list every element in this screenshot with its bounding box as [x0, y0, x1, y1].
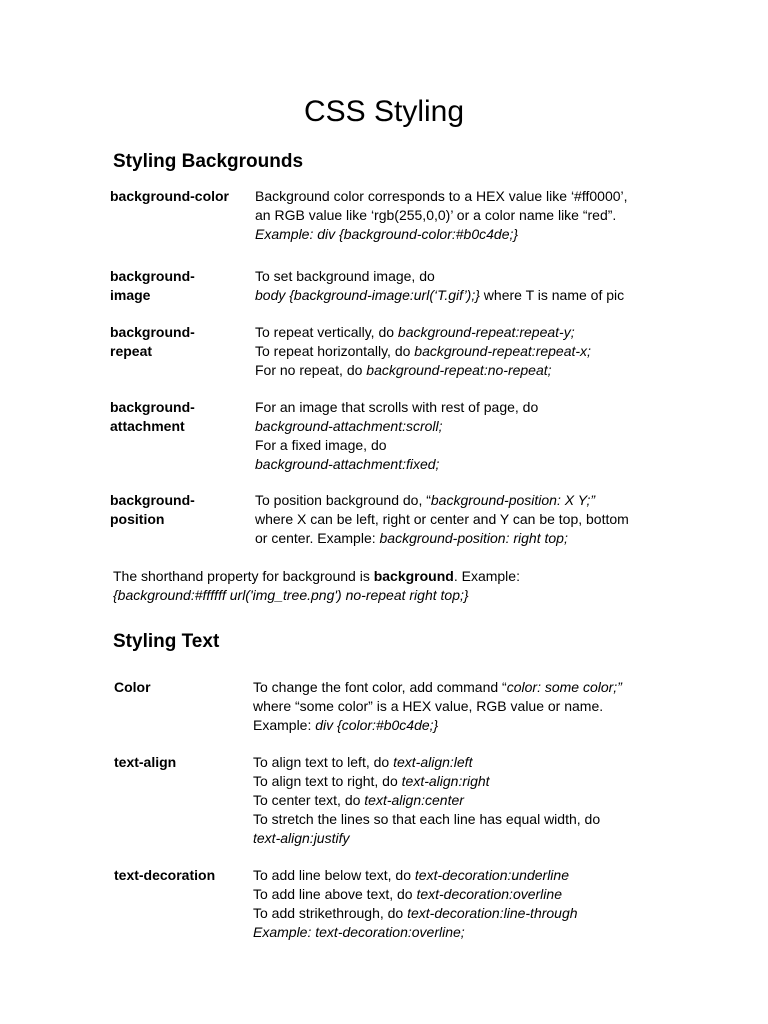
property-name	[114, 678, 254, 697]
property-name-part: Color	[114, 679, 151, 695]
property-description	[255, 267, 675, 305]
description-text: where T is name of pic	[479, 287, 625, 303]
description-text: To stretch the lines so that each line has equal width, do	[253, 811, 601, 827]
description-text: an RGB value like ‘rgb(255,0,0)’ or a color name like “red”.	[255, 207, 617, 223]
property-name-part: text-decoration	[114, 867, 216, 883]
description-line	[253, 772, 673, 791]
description-line	[255, 529, 675, 548]
page-title: CSS Styling	[303, 95, 465, 128]
description-text: To align text to right, do	[253, 773, 402, 789]
code-example-text: background-repeat:repeat-y;	[397, 324, 575, 340]
code-example-text: text-decoration:underline	[414, 867, 569, 883]
property-name-part: background-	[110, 268, 195, 284]
property-name-part: position	[110, 511, 165, 527]
property-name-part: background-	[110, 399, 195, 415]
description-text: Background color corresponds to a HEX value like ‘#ff0000’,	[255, 188, 628, 204]
section-heading-text: Styling Text	[113, 631, 220, 652]
description-text: The shorthand property for background is	[113, 568, 374, 584]
property-description	[255, 398, 675, 474]
description-line	[255, 510, 675, 529]
description-line	[255, 225, 675, 244]
description-line	[253, 866, 673, 885]
code-example-text: Example: div {background-color:#b0c4de;}	[255, 226, 519, 242]
code-example-text: background-position: X Y;”	[430, 492, 596, 508]
property-description	[255, 187, 675, 244]
description-text: To set background image, do	[255, 268, 435, 284]
description-text: For an image that scrolls with rest of page, do	[255, 399, 539, 415]
description-text: For a fixed image, do	[255, 437, 387, 453]
description-line	[113, 567, 673, 586]
description-line	[255, 455, 675, 474]
property-name-part: repeat	[110, 343, 153, 359]
property-name	[110, 398, 250, 436]
property-name-part: background-	[110, 492, 195, 508]
code-example-text: text-align:left	[393, 754, 473, 770]
description-line	[255, 361, 675, 380]
property-name-part: text-align	[114, 754, 177, 770]
description-text: To align text to left, do	[253, 754, 394, 770]
description-line	[255, 206, 675, 225]
description-text: To add strikethrough, do	[253, 905, 408, 921]
bold-keyword-text: background	[373, 568, 454, 584]
code-example-text: Example: text-decoration:overline;	[253, 924, 465, 940]
description-line	[255, 398, 675, 417]
property-description	[253, 866, 673, 942]
property-name-part: background-	[110, 324, 195, 340]
description-line	[255, 267, 675, 286]
code-example-text: text-align:center	[364, 792, 464, 808]
property-description	[253, 753, 673, 848]
description-line	[253, 753, 673, 772]
property-name	[110, 187, 250, 206]
shorthand-paragraph	[113, 567, 673, 605]
code-example-text: text-align:right	[401, 773, 490, 789]
description-text: where “some color” is a HEX value, RGB value or name.	[253, 698, 604, 714]
property-name-part: image	[110, 287, 151, 303]
code-example-text: background-position: right top;	[379, 530, 568, 546]
code-example-text: text-decoration:overline	[416, 886, 562, 902]
description-line	[255, 323, 675, 342]
description-line	[113, 586, 673, 605]
section-heading-backgrounds: Styling Backgrounds	[113, 151, 304, 172]
description-text: . Example:	[453, 568, 520, 584]
property-name-part: attachment	[110, 418, 185, 434]
description-line	[255, 417, 675, 436]
property-name	[114, 753, 254, 772]
description-line	[255, 286, 675, 305]
description-text: To repeat horizontally, do	[255, 343, 415, 359]
description-line	[253, 791, 673, 810]
description-line	[255, 436, 675, 455]
description-line	[253, 885, 673, 904]
description-text: To change the font color, add command “	[253, 679, 507, 695]
code-example-text: background-attachment:fixed;	[255, 456, 440, 472]
description-line	[253, 678, 673, 697]
description-line	[253, 716, 673, 735]
description-line	[253, 810, 673, 829]
property-description	[255, 323, 675, 380]
description-text: To center text, do	[253, 792, 365, 808]
code-example-text: color: some color;”	[506, 679, 622, 695]
property-description	[253, 678, 673, 735]
description-line	[255, 491, 675, 510]
code-example-text: text-align:justify	[253, 830, 350, 846]
property-name	[110, 323, 250, 361]
description-line	[255, 187, 675, 206]
property-name	[114, 866, 254, 885]
code-example-text: background-repeat:repeat-x;	[414, 343, 591, 359]
property-description	[255, 491, 675, 548]
code-example-text: body {background-image:url(‘T.gif’);}	[255, 287, 480, 303]
code-example-text: {background:#ffffff url('img_tree.png') no-repeat right top;}	[113, 587, 469, 603]
code-example-text: background-repeat:no-repeat;	[366, 362, 552, 378]
description-line	[255, 342, 675, 361]
code-example-text: div {color:#b0c4de;}	[315, 717, 439, 733]
description-line	[253, 904, 673, 923]
description-line	[253, 697, 673, 716]
property-name	[110, 491, 250, 529]
property-name-part: background-color	[110, 188, 230, 204]
description-text: To add line above text, do	[253, 886, 417, 902]
description-text: To repeat vertically, do	[255, 324, 398, 340]
code-example-text: background-attachment:scroll;	[255, 418, 443, 434]
code-example-text: text-decoration:line-through	[407, 905, 578, 921]
description-text: or center. Example:	[255, 530, 380, 546]
description-text: To position background do, “	[255, 492, 431, 508]
description-line	[253, 829, 673, 848]
description-text: Example:	[253, 717, 316, 733]
description-text: To add line below text, do	[253, 867, 415, 883]
property-name	[110, 267, 250, 305]
description-text: For no repeat, do	[255, 362, 367, 378]
description-text: where X can be left, right or center and Y can be top, bottom	[255, 511, 629, 527]
description-line	[253, 923, 673, 942]
